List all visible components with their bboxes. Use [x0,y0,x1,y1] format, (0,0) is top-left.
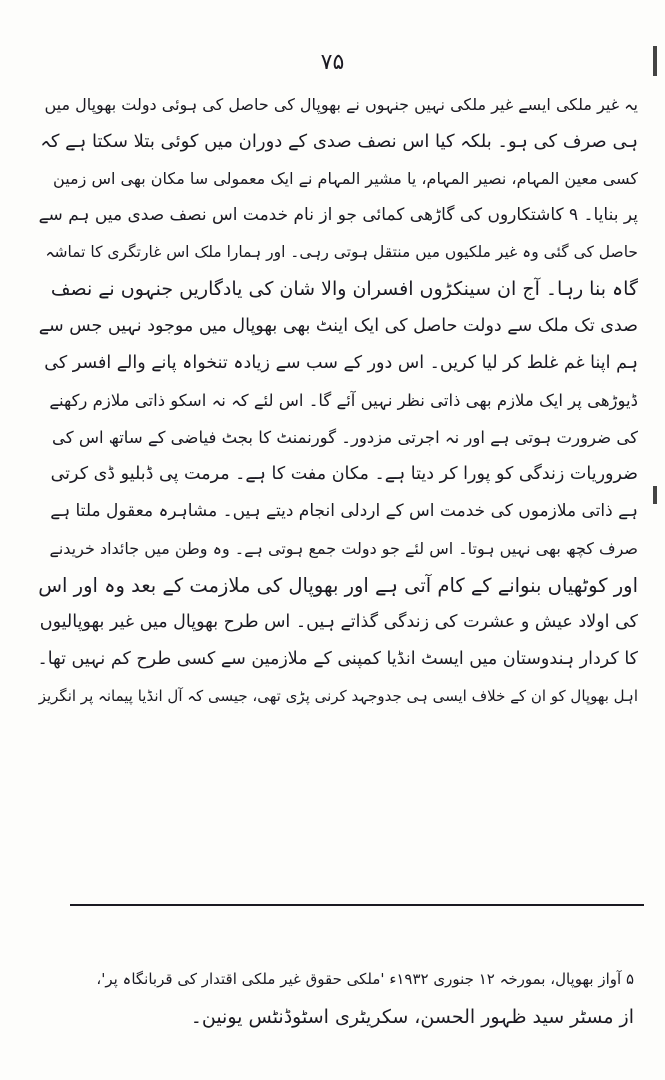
body-line: کی اولاد عیش و عشرت کی زندگی گذاتے ہیں۔ اس طرح بھوپال میں غیر بھوپالیوں [39,612,638,632]
body-line: صرف کچھ بھی نہیں ہوتا۔ اس لئے جو دولت جمع ہوتی ہے۔ وہ وطن میں جائداد خریدنے [49,539,638,558]
body-line: ہم اپنا غم غلط کر لیا کریں۔ اس دور کے سب سے زیادہ تنخواہ پانے والے افسر کی [44,353,638,373]
body-line: کسی معین المہام، نصیر المہام، یا مشیر المہام نے ایک معمولی سا مکان بھی اس زمین [53,169,638,188]
page-number: ۷۵ [320,50,345,75]
body-line: گاہ بنا رہا۔ آج ان سینکڑوں افسران والا شان کی یادگاریں جنہوں نے نصف [50,278,638,300]
scan-edge-mark [653,46,657,76]
body-line: یہ غیر ملکی ایسے غیر ملکی نہیں جنہوں نے بھوپال کی حاصل کی ہوئی دولت بھوپال میں [44,95,638,114]
body-line: پر بنایا۔ ۹ کاشتکاروں کی گاڑھی کمائی جو از نام خدمت اس نصف صدی میں ہم سے [38,205,638,225]
scan-edge-mark [653,486,657,504]
body-line: کی ضرورت ہوتی ہے اور نہ اجرتی مزدور۔ گورنمنٹ کا بجٹ فیاضی کے ساتھ اس کی [51,428,638,447]
body-paragraph [36,86,638,715]
body-line: صدی تک ملک سے دولت حاصل کی ایک اینٹ بھی بھوپال میں موجود نہیں جس سے [38,316,638,336]
body-line: ڈیوڑھی پر ایک ملازم بھی ذاتی نظر نہیں آئے گا۔ اس لئے کہ نہ اسکو ذاتی ملازم رکھنے [49,391,638,410]
body-line: ہے ذاتی ملازموں کی خدمت اس کے اردلی انجام دیتے ہیں۔ مشاہرہ معقول ملتا ہے [50,501,638,521]
body-line: اور کوٹھیاں بنوانے کے کام آتی ہے اور بھوپال کی ملازمت کے بعد وہ اور اس [38,574,638,597]
footnote-divider [70,904,644,906]
footnote-line: از مسٹر سید ظہور الحسن، سکریٹری اسٹوڈنٹس یونین۔ [190,1006,634,1028]
footnote [90,960,634,1036]
body-line: ہی صرف کی ہو۔ بلکہ کیا اس نصف صدی کے دوران میں کوئی بتلا سکتا ہے کہ [40,131,638,152]
footnote-line: ۵ آواز بھوپال، بمورخہ ۱۲ جنوری ۱۹۳۲ء 'ملکی حقوق غیر ملکی اقتدار کی قربانگاہ پر'، [96,970,634,988]
body-line: اہل بھوپال کو ان کے خلاف ایسی ہی جدوجہد کرنی پڑی تھی، جیسی کہ آل انڈیا پیمانہ پر انگریز [38,687,638,705]
body-line: کا کردار ہندوستان میں ایسٹ انڈیا کمپنی کے ملازمین سے کسی طرح کم نہیں تھا۔ [37,649,638,669]
body-line: حاصل کی گئی وہ غیر ملکیوں میں منتقل ہوتی رہی۔ اور ہمارا ملک اس غارتگری کا تماشہ [45,243,638,261]
body-line: ضروریات زندگی کو پورا کر دیتا ہے۔ مکان مفت کا ہے۔ مرمت پی ڈبلیو ڈی کرتی [50,464,638,484]
